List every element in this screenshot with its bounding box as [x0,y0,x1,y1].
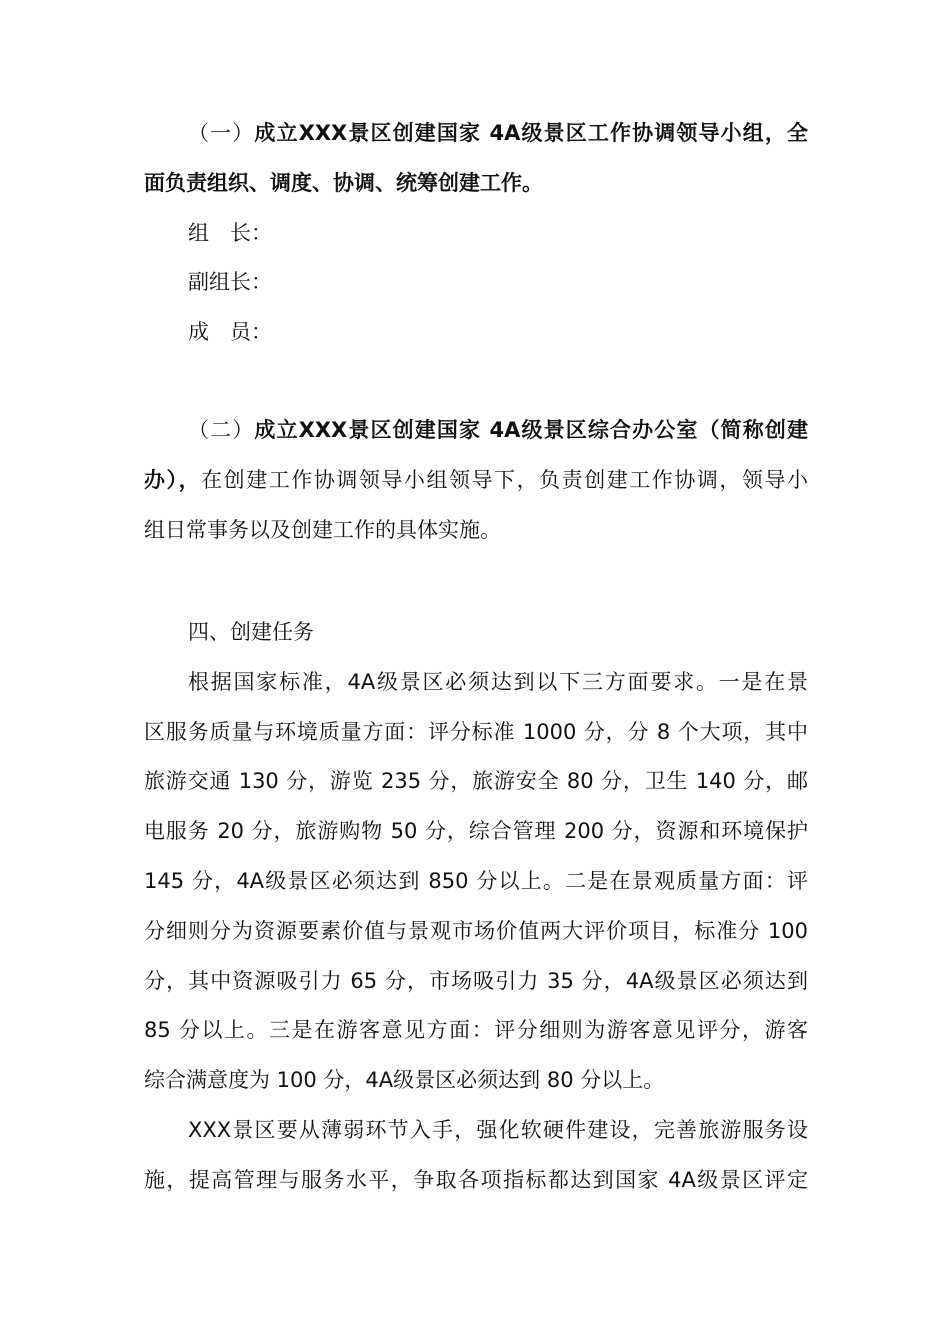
para2-line-1: XXX景区要从薄弱环节入手，强化软硬件建设，完善旅游服务设 [188,1117,808,1142]
para1-line-2: 区服务质量与环境质量方面：评分标准 1000 分，分 8 个大项，其中 [144,719,808,744]
role-members: 成 员： [188,320,272,345]
para1-line-5: 145 分，4A级景区必须达到 850 分以上。二是在景观质量方面：评 [144,868,808,893]
para1-line-1: 根据国家标准，4A级景区必须达到以下三方面要求。一是在景 [188,669,808,694]
section-four-heading: 四、创建任务 [188,620,314,644]
para1-line-3: 旅游交通 130 分，游览 235 分，旅游安全 80 分，卫生 140 分，邮 [144,769,808,794]
section-two-title: 成立XXX景区创建国家 4A级景区综合办公室（简称创建 [254,418,808,442]
section-one-line-1 [144,109,808,159]
section-two-line-1 [144,406,808,456]
para1-line-9: 综合满意度为 100 分，4A级景区必须达到 80 分以上。 [144,1068,665,1093]
section-two [144,406,808,555]
section-two-line-2 [144,456,808,506]
section-two-line-3: 组日常事务以及创建工作的具体实施。 [144,517,501,542]
section-one-line-2: 面负责组织、调度、协调、统筹创建工作。 [144,170,543,195]
section-two-title-end: 办）， [144,467,202,492]
para1-line-8: 85 分以上。三是在游客意见方面：评分细则为游客意见评分，游客 [144,1018,808,1043]
section-four [144,608,808,1206]
section-two-number: （二） [188,418,255,442]
section-one [144,109,808,358]
para1-line-6: 分细则分为资源要素价值与景观市场价值两大评价项目，标准分 100 [144,918,808,943]
section-one-number: （一） [188,121,255,145]
section-two-text: 在创建工作协调领导小组领导下，负责创建工作协调，领导小 [201,467,808,492]
para1-line-4: 电服务 20 分，旅游购物 50 分，综合管理 200 分，资源和环境保护 [144,819,808,844]
para2-line-2: 施，提高管理与服务水平，争取各项指标都达到国家 4A级景区评定 [144,1167,808,1192]
para1-line-7: 分，其中资源吸引力 65 分，市场吸引力 35 分，4A级景区必须达到 [144,968,808,993]
section-one-title: 成立XXX景区创建国家 4A级景区工作协调领导小组，全 [254,121,808,145]
role-leader: 组 长： [188,220,272,245]
role-deputy-leader: 副组长： [188,270,272,295]
